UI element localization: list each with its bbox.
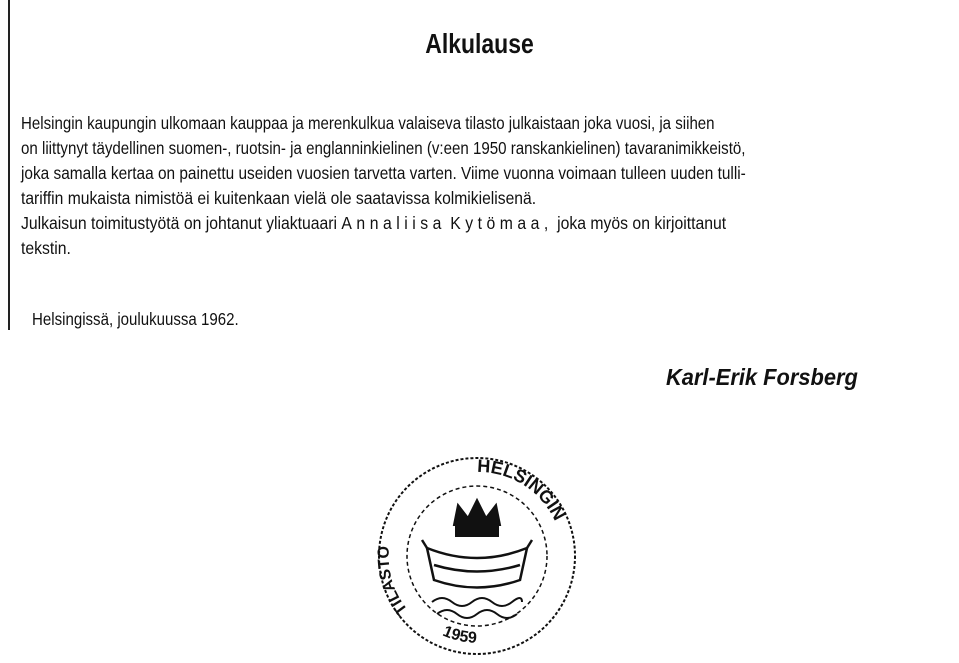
seal-text-right: HELSINGIN bbox=[476, 455, 570, 524]
page-title: Alkulause bbox=[425, 28, 534, 59]
seal-text-bottom: 1959 bbox=[440, 623, 478, 647]
paragraph-line: tekstin. bbox=[21, 238, 71, 258]
place-date: Helsingissä, joulukuussa 1962. bbox=[32, 309, 239, 329]
paragraph-line bbox=[21, 211, 867, 236]
left-margin-rule bbox=[8, 0, 10, 330]
waves-icon bbox=[432, 598, 522, 618]
editor-first-name: Annaliisa bbox=[341, 213, 446, 233]
paragraph-line: Helsingin kaupungin ulkomaan kauppaa ja merenkulkua valaiseva tilasto julkaistaan joka vuosi, ja siihen bbox=[21, 113, 715, 133]
boat-icon bbox=[422, 540, 532, 588]
paragraph-line: tariffin mukaista nimistöä ei kuitenkaan vielä ole saatavissa kolmikielisenä. bbox=[21, 188, 537, 208]
crown-icon bbox=[454, 500, 500, 536]
paragraph-line: joka samalla kertaa on painettu useiden vuosien tarvetta varten. Viime vuonna voimaan tulleen uuden tulli- bbox=[21, 163, 746, 183]
seal-text-left: TILASTO bbox=[375, 545, 412, 618]
editor-last-name: Kytömaa, bbox=[450, 213, 553, 233]
paragraph-line: on liittynyt täydellinen suomen-, ruotsin- ja englanninkielinen (v:een 1950 ranskankielinen) tavaranimikkeistö, bbox=[21, 138, 746, 158]
signature: Karl-Erik Forsberg bbox=[666, 364, 858, 390]
line-text: Julkaisun toimitustyötä on johtanut yliaktuaari bbox=[21, 213, 342, 233]
foreword-paragraph bbox=[21, 111, 959, 261]
city-seal-stamp bbox=[372, 450, 582, 663]
seal-outer-ring bbox=[379, 455, 575, 654]
line-text: joka myös on kirjoittanut bbox=[552, 213, 727, 233]
